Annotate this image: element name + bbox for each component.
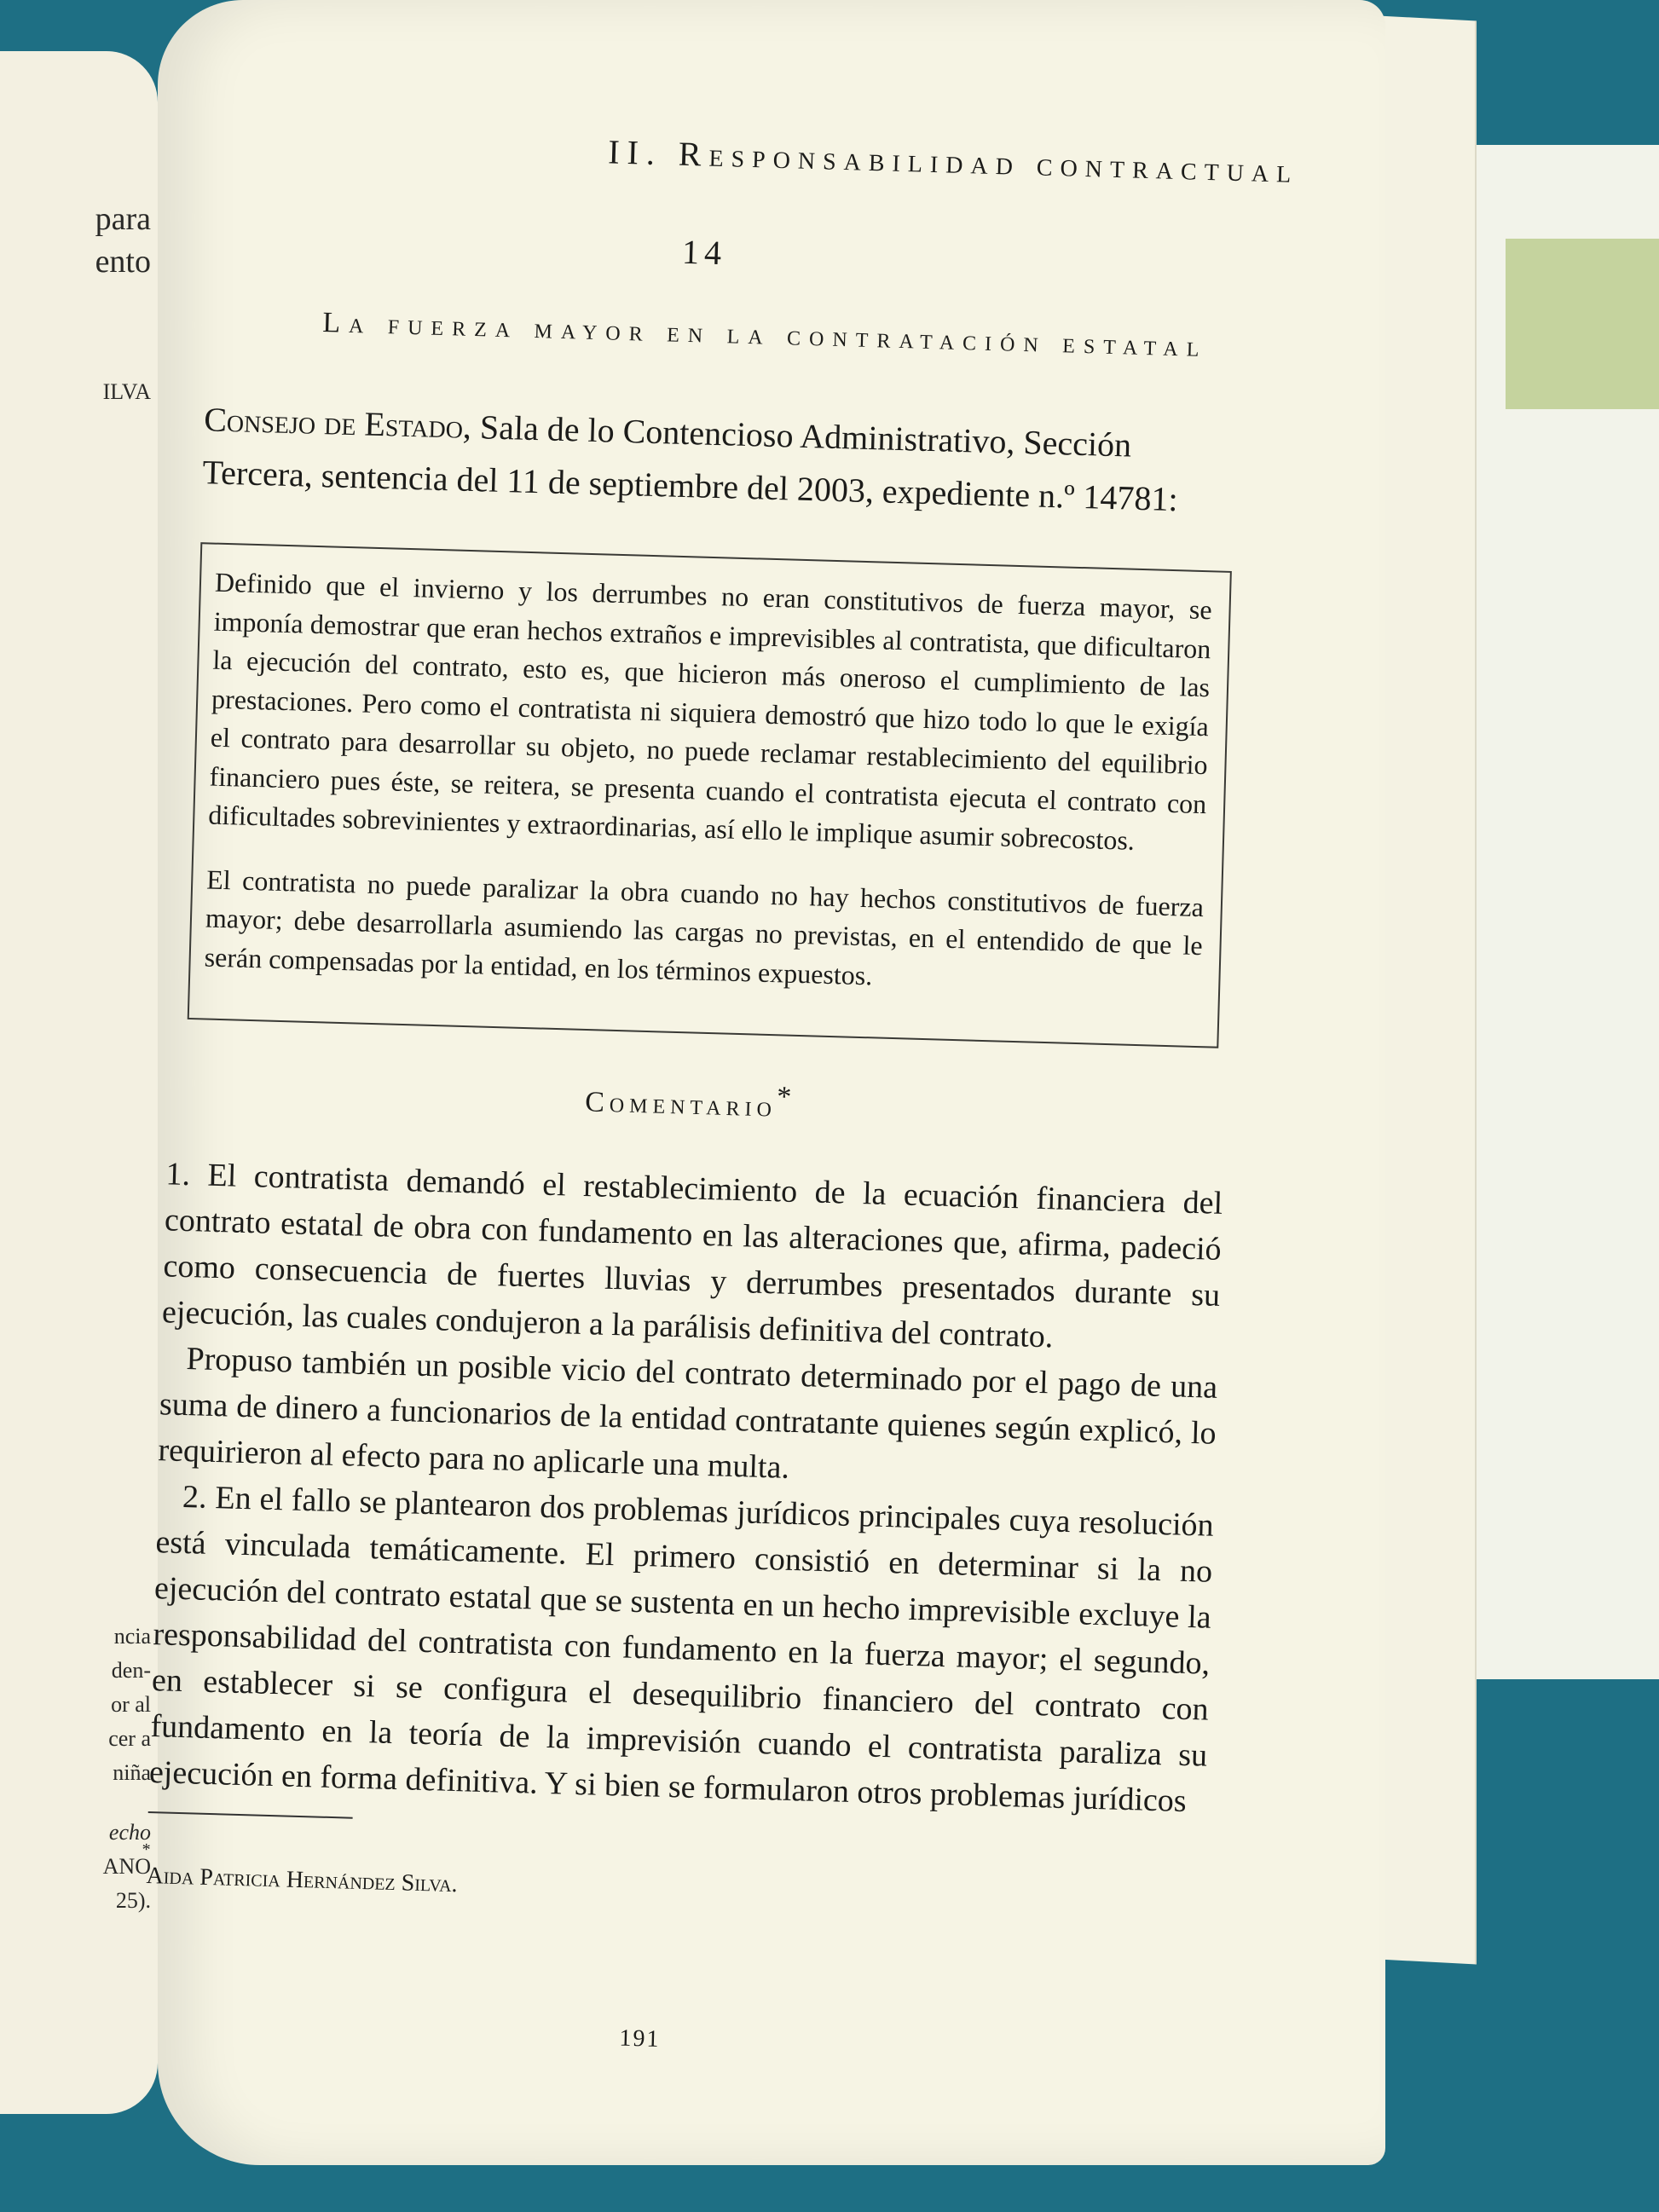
footnote-author: Aida Patricia Hernández Silva. bbox=[146, 1862, 459, 1898]
page-content bbox=[122, 0, 1409, 2182]
case-citation bbox=[202, 393, 1236, 528]
body-paragraph: Propuso también un posible vicio del contrato determinado por el pago de una suma de dinero a funcionarios de la entidad contratante quienes según explicó, lo requirieron al efecto para no aplicarle una multa. bbox=[158, 1341, 1218, 1486]
left-page-fragment: echo bbox=[108, 1820, 151, 1845]
citation-details: , Sala de lo Contencioso Administrativo, Sección Tercera, sentencia del 11 de septiembre del 2003, expediente n.º 14781: bbox=[202, 407, 1179, 519]
comment-heading-text: Comentario bbox=[584, 1086, 777, 1123]
chapter-number: 14 bbox=[681, 232, 727, 273]
left-page-fragment: or al bbox=[111, 1692, 151, 1717]
body-paragraph: 1. El contratista demandó el restablecimiento de la ecuación financiera del contrato estatal de obra con fundamento en las alteraciones que, afirma, padeció como consecuencia de fuertes lluvias y derrumbes presentados durante su ejecución, las cuales condujeron a la parálisis definitiva del contrato. bbox=[161, 1156, 1223, 1355]
left-page-fragment: para bbox=[95, 201, 151, 237]
footnote bbox=[142, 1839, 459, 1898]
book-page bbox=[142, 0, 1385, 2165]
page-number: 191 bbox=[619, 2024, 661, 2053]
left-page-fragment: niña bbox=[113, 1760, 151, 1785]
summary-paragraph: Definido que el invierno y los derrumbes no eran constitutivos de fuerza mayor, se imponía demostrar que eran hechos extraños e imprevisibles al contratista, que dificultaron la ejecución del contrato, esto es, que hicieron más oneroso el cumplimiento de las prestaciones. Pero como el contratista ni siquiera demostró que hizo todo lo que le exigía el contrato para desarrollar su objeto, no puede reclamar restablecimiento del equilibrio financiero pues éste, se reitera, se presenta cuando el contratista ejecuta el contrato con dificultades sobrevinientes y extraordinarias, así ello le implique asumir sobrecostos. bbox=[207, 566, 1213, 856]
cover-color-band bbox=[1506, 239, 1659, 409]
summary-box bbox=[188, 542, 1232, 1048]
left-page-fragment: ILVA bbox=[102, 379, 151, 404]
left-page-fragment: cer a bbox=[108, 1726, 151, 1751]
footnote-rule bbox=[148, 1811, 353, 1819]
book-spine-strip bbox=[1471, 145, 1659, 1679]
chapter-title: La fuerza mayor en la contratación estatal bbox=[321, 307, 1208, 364]
body-paragraph: 2. En el fallo se plantearon dos problemas jurídicos principales cuya resolución está vinculada temáticamente. El primero consistió en determinar si la no ejecución del contrato estatal que se sustenta en un hecho imprevisible excluye la responsabilidad del contratista con fundamento en la fuerza mayor; el segundo, en establecer si se configura el desequilibrio financiero del contrato con fundamento en la teoría de la imprevisión cuando el contratista paraliza su ejecución en forma definitiva. Y si bien se formularon otros problemas jurídicos bbox=[148, 1479, 1215, 1820]
left-page-fragment: ncia bbox=[113, 1624, 151, 1649]
left-page-fragment: 25). bbox=[115, 1888, 151, 1913]
court-name: Consejo de Estado bbox=[203, 400, 464, 446]
comment-body bbox=[148, 1151, 1223, 1824]
summary-paragraph: El contratista no puede paralizar la obra cuando no hay hechos constitutivos de fuerza mayor; debe desarrollarla asumiendo las cargas no previstas, en el entendido de que le serán compensadas por la entidad, en los términos expuestos. bbox=[204, 863, 1205, 990]
left-page-fragment: ento bbox=[95, 244, 151, 280]
left-page-fragment: den- bbox=[111, 1658, 151, 1683]
footnote-mark: * bbox=[142, 1839, 151, 1860]
footnote-asterisk: * bbox=[776, 1081, 792, 1113]
left-page-fragment: ANO bbox=[102, 1854, 151, 1879]
section-title: II. Responsabilidad contractual bbox=[607, 132, 1299, 190]
comment-heading bbox=[390, 1071, 987, 1130]
